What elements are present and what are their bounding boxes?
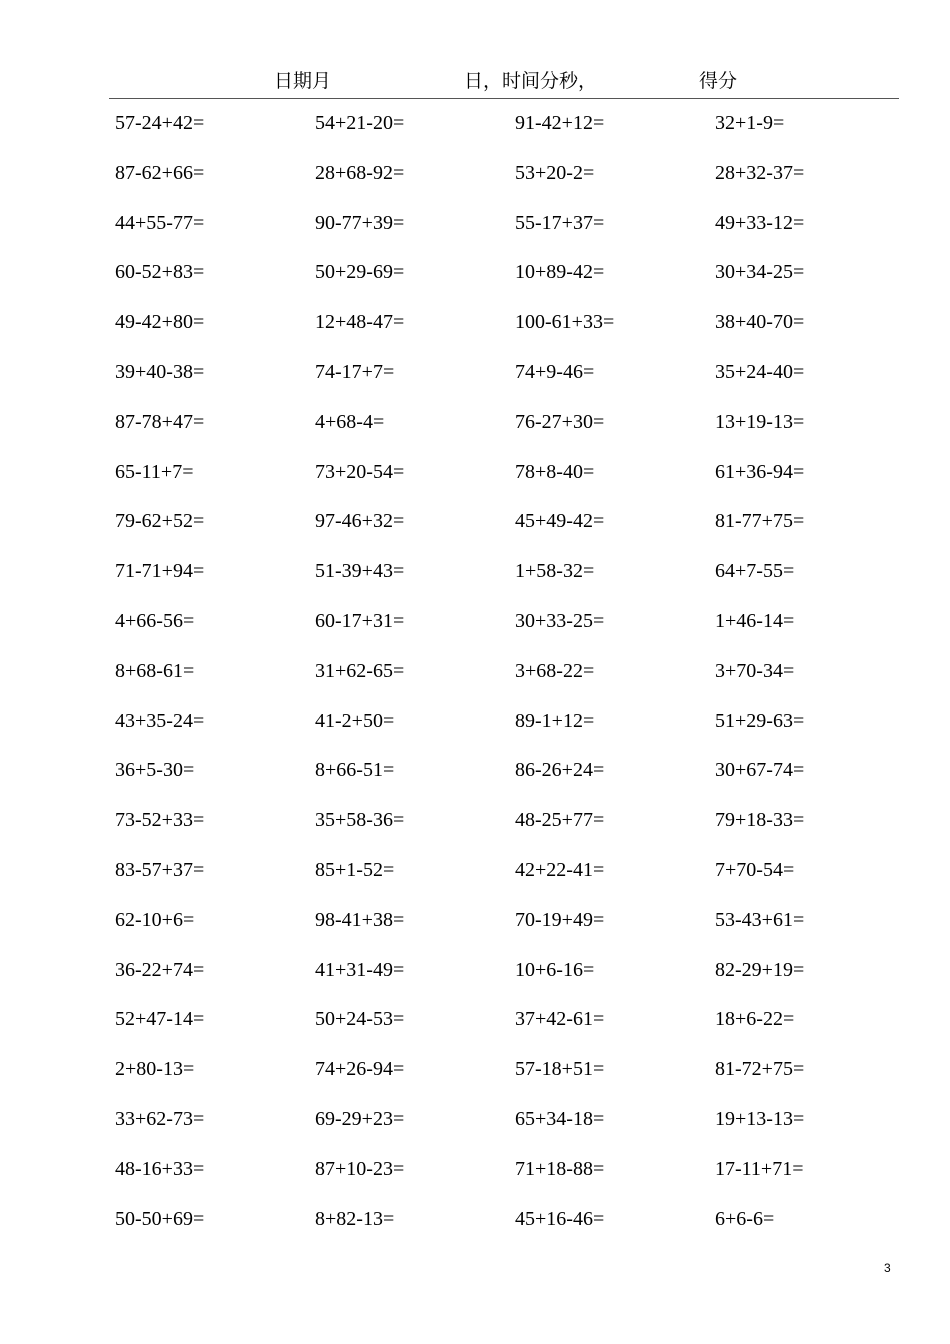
math-problem: 73+20-54= bbox=[315, 460, 405, 483]
problem-row bbox=[115, 108, 915, 158]
header-divider bbox=[109, 98, 899, 99]
math-problem: 35+58-36= bbox=[315, 809, 405, 832]
math-problem: 98-41+38= bbox=[315, 908, 405, 931]
math-problem: 12+48-47= bbox=[315, 311, 405, 334]
math-problem: 61+36-94= bbox=[715, 460, 805, 483]
math-problem: 36+5-30= bbox=[115, 759, 195, 782]
math-problem: 50-50+69= bbox=[115, 1207, 205, 1230]
math-problem: 85+1-52= bbox=[315, 858, 395, 881]
math-problem: 83-57+37= bbox=[115, 858, 205, 881]
math-problem: 69-29+23= bbox=[315, 1107, 405, 1130]
math-problem: 4+68-4= bbox=[315, 410, 385, 433]
math-problem: 43+35-24= bbox=[115, 709, 205, 732]
time-label: 日，时间分秒， bbox=[464, 70, 598, 92]
math-problem: 3+68-22= bbox=[515, 659, 595, 682]
math-problem: 19+13-13= bbox=[715, 1107, 805, 1130]
math-problem: 51-39+43= bbox=[315, 560, 405, 583]
math-problem: 57-18+51= bbox=[515, 1058, 605, 1081]
math-problem: 31+62-65= bbox=[315, 659, 405, 682]
problem-row bbox=[115, 855, 915, 905]
math-problem: 53-43+61= bbox=[715, 908, 805, 931]
problem-row bbox=[115, 755, 915, 805]
math-problem: 78+8-40= bbox=[515, 460, 595, 483]
math-problem: 64+7-55= bbox=[715, 560, 795, 583]
math-problem: 70-19+49= bbox=[515, 908, 605, 931]
math-problem: 44+55-77= bbox=[115, 211, 205, 234]
math-problem: 100-61+33= bbox=[515, 311, 615, 334]
score-label: 得分 bbox=[699, 70, 738, 92]
math-problem: 42+22-41= bbox=[515, 858, 605, 881]
math-problem: 65+34-18= bbox=[515, 1107, 605, 1130]
problem-row bbox=[115, 208, 915, 258]
math-problem: 7+70-54= bbox=[715, 858, 795, 881]
math-problem: 91-42+12= bbox=[515, 112, 605, 134]
math-problem: 41-2+50= bbox=[315, 709, 395, 732]
math-problem: 79-62+52= bbox=[115, 510, 205, 533]
math-problem: 60-52+83= bbox=[115, 261, 205, 284]
math-problem: 8+68-61= bbox=[115, 659, 195, 682]
math-problem: 3+70-34= bbox=[715, 659, 795, 682]
math-problem: 62-10+6= bbox=[115, 908, 195, 931]
math-problem: 28+32-37= bbox=[715, 161, 805, 184]
math-problem: 48-25+77= bbox=[515, 809, 605, 832]
problem-row bbox=[115, 955, 915, 1005]
math-problem: 87-78+47= bbox=[115, 410, 205, 433]
math-problem: 28+68-92= bbox=[315, 161, 405, 184]
problem-row bbox=[115, 257, 915, 307]
math-problem: 2+80-13= bbox=[115, 1058, 195, 1081]
math-problem: 17-11+71= bbox=[715, 1157, 804, 1180]
math-problem: 97-46+32= bbox=[315, 510, 405, 533]
math-problem: 45+16-46= bbox=[515, 1207, 605, 1230]
math-problem: 53+20-2= bbox=[515, 161, 595, 184]
page-number: 3 bbox=[884, 1261, 891, 1275]
problem-row bbox=[115, 656, 915, 706]
math-problem: 33+62-73= bbox=[115, 1107, 205, 1130]
math-problem: 49-42+80= bbox=[115, 311, 205, 334]
math-problem: 54+21-20= bbox=[315, 112, 405, 134]
worksheet-header bbox=[109, 66, 899, 96]
math-problem: 1+46-14= bbox=[715, 609, 795, 632]
math-problem: 55-17+37= bbox=[515, 211, 605, 234]
math-problem: 50+29-69= bbox=[315, 261, 405, 284]
math-problem: 8+82-13= bbox=[315, 1207, 395, 1230]
problem-row bbox=[115, 1204, 915, 1251]
math-problem: 52+47-14= bbox=[115, 1008, 205, 1031]
math-problem: 73-52+33= bbox=[115, 809, 205, 832]
math-problem: 49+33-12= bbox=[715, 211, 805, 234]
problem-row bbox=[115, 556, 915, 606]
problem-row bbox=[115, 805, 915, 855]
math-problem: 79+18-33= bbox=[715, 809, 805, 832]
math-problem: 71+18-88= bbox=[515, 1157, 605, 1180]
problem-row bbox=[115, 1004, 915, 1054]
math-problem: 60-17+31= bbox=[315, 609, 405, 632]
math-problem: 87+10-23= bbox=[315, 1157, 405, 1180]
math-problem: 74-17+7= bbox=[315, 360, 395, 383]
math-problem: 8+66-51= bbox=[315, 759, 395, 782]
problem-row bbox=[115, 606, 915, 656]
math-problem: 39+40-38= bbox=[115, 360, 205, 383]
math-problem: 86-26+24= bbox=[515, 759, 605, 782]
problem-row bbox=[115, 905, 915, 955]
math-problem: 10+89-42= bbox=[515, 261, 605, 284]
math-problem: 65-11+7= bbox=[115, 460, 194, 483]
math-problem: 30+34-25= bbox=[715, 261, 805, 284]
math-problem: 41+31-49= bbox=[315, 958, 405, 981]
math-problem: 37+42-61= bbox=[515, 1008, 605, 1031]
math-problem: 38+40-70= bbox=[715, 311, 805, 334]
math-problem: 81-72+75= bbox=[715, 1058, 805, 1081]
math-problem: 81-77+75= bbox=[715, 510, 805, 533]
math-problem: 89-1+12= bbox=[515, 709, 595, 732]
problem-row bbox=[115, 1154, 915, 1204]
problem-row bbox=[115, 357, 915, 407]
date-label: 日期月 bbox=[274, 70, 332, 92]
math-problem: 50+24-53= bbox=[315, 1008, 405, 1031]
math-problem: 45+49-42= bbox=[515, 510, 605, 533]
problem-row bbox=[115, 407, 915, 457]
math-problem: 30+33-25= bbox=[515, 609, 605, 632]
problem-grid bbox=[115, 108, 915, 1251]
math-problem: 48-16+33= bbox=[115, 1157, 205, 1180]
problem-row bbox=[115, 158, 915, 208]
math-problem: 82-29+19= bbox=[715, 958, 805, 981]
problem-row bbox=[115, 307, 915, 357]
math-problem: 87-62+66= bbox=[115, 161, 205, 184]
math-problem: 76-27+30= bbox=[515, 410, 605, 433]
math-problem: 90-77+39= bbox=[315, 211, 405, 234]
math-problem: 13+19-13= bbox=[715, 410, 805, 433]
math-problem: 57-24+42= bbox=[115, 112, 205, 134]
problem-row bbox=[115, 506, 915, 556]
math-problem: 6+6-6= bbox=[715, 1207, 775, 1230]
math-problem: 35+24-40= bbox=[715, 360, 805, 383]
problem-row bbox=[115, 1104, 915, 1154]
math-problem: 30+67-74= bbox=[715, 759, 805, 782]
math-problem: 51+29-63= bbox=[715, 709, 805, 732]
math-problem: 74+9-46= bbox=[515, 360, 595, 383]
math-problem: 36-22+74= bbox=[115, 958, 205, 981]
math-problem: 74+26-94= bbox=[315, 1058, 405, 1081]
problem-row bbox=[115, 706, 915, 756]
problem-row bbox=[115, 1054, 915, 1104]
math-problem: 18+6-22= bbox=[715, 1008, 795, 1031]
math-problem: 4+66-56= bbox=[115, 609, 195, 632]
problem-row bbox=[115, 457, 915, 507]
math-problem: 32+1-9= bbox=[715, 112, 785, 134]
math-problem: 1+58-32= bbox=[515, 560, 595, 583]
math-problem: 10+6-16= bbox=[515, 958, 595, 981]
math-problem: 71-71+94= bbox=[115, 560, 205, 583]
